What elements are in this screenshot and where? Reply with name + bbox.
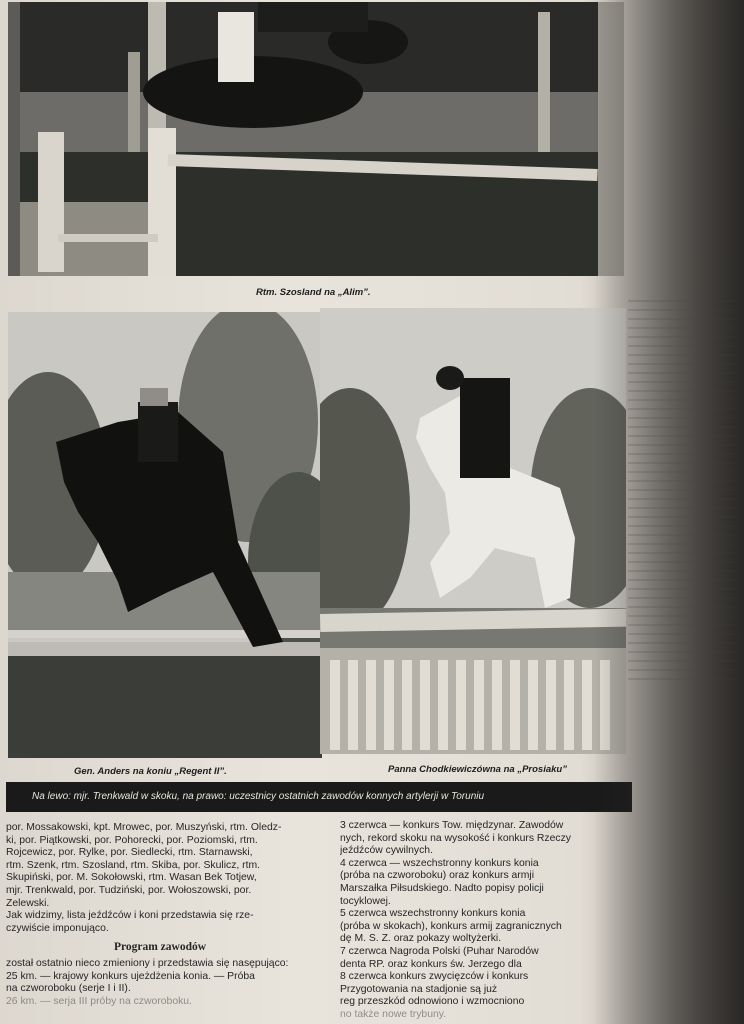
article-line: dę M. S. Z. oraz pokazy woltyżerki. (340, 933, 502, 945)
article-line: Zelewski. (6, 897, 50, 909)
article-line: mjr. Trenkwald, por. Tudziński, por. Wołoszowski, por. (6, 884, 252, 896)
article-line: 8 czerwca konkurs zwycięzców i konkurs (340, 971, 529, 983)
article-line: 7 czerwca Nagroda Polski (Puhar Narodów (340, 945, 539, 957)
article-line: ki, por. Piątkowski, por. Pohorecki, por. Poziomski, rtm. (6, 834, 258, 846)
article-line: denta RP. oraz konkurs św. Jerzego dla (340, 958, 522, 970)
article-line: 3 czerwca — konkurs Tow. międzynar. Zawodów (340, 820, 564, 831)
article-line: czywiście imponująco. (6, 922, 109, 934)
article-line: Rojcewicz, por. Rylke, por. Siedlecki, rtm. Starnawski, (6, 847, 253, 859)
photo-panna-chodkiewiczowna (320, 308, 626, 754)
program-heading: Program zawodów (113, 941, 207, 954)
article-line: 4 czerwca — wszechstronny konkurs konia (340, 857, 539, 869)
article-line: reg przeszkód odnowiono i wzmocniono (340, 996, 525, 1008)
article-line: na czworoboku (serje I i II). (6, 983, 131, 995)
article-line: jeźdźców cywilnych. (340, 845, 433, 857)
article-line: 5 czerwca wszechstronny konkurs konia (340, 908, 526, 920)
caption-top-photo: Rtm. Szosland na „Alim”. (256, 287, 371, 298)
article-line: został ostatnio nieco zmieniony i przedstawia się nasępująco: (6, 957, 289, 969)
article-line: Marszałka Piłsudskiego. Nadto popisy policji (340, 882, 544, 894)
article-line: no także nowe trybuny. (340, 1008, 447, 1020)
photo-banner-caption: Na lewo: mjr. Trenkwald w skoku, na prawo: uczestnicy ostatnich zawodów konnych artylerji w Toruniu (6, 782, 632, 812)
article-line: rtm. Szenk, rtm. Szosland, rtm. Skiba, por. Skulicz, rtm. (6, 859, 261, 871)
article-line: tocyklowej. (340, 895, 391, 907)
photo-gen-anders (8, 312, 322, 758)
article-line: (próba w skokach), konkurs armij zagranicznych (340, 920, 562, 932)
article-line: Jak widzimy, lista jeźdźców i koni przedstawia się rze- (6, 910, 254, 922)
article-line: (próba na czworoboku) oraz konkurs armji (340, 870, 535, 882)
caption-right-photo: Panna Chodkiewiczówna na „Prosiaku” (388, 764, 567, 775)
page-fold-shadow (594, 0, 744, 1024)
article-line: 25 km. — krajowy konkurs ujeżdżenia konia. — Próba (6, 970, 255, 982)
article-right-column (340, 820, 600, 1022)
article-line: nych, rekord skoku na wysokość i konkurs Rzeczy (340, 832, 571, 844)
article-line: por. Mossakowski, kpt. Mrowec, por. Muszyński, rtm. Oledz- (6, 822, 282, 833)
article-line: 26 km. — serja III próby na czworoboku. (6, 995, 192, 1007)
article-line: Skupiński, por. M. Sokołowski, rtm. Wasan Bek Totjew, (6, 872, 257, 884)
caption-left-photo: Gen. Anders na koniu „Regent II”. (74, 766, 227, 777)
photo-rider-alim (8, 2, 624, 276)
article-line: Przygotowania na stadjonie są już (340, 983, 498, 995)
article-left-column (6, 822, 314, 1008)
